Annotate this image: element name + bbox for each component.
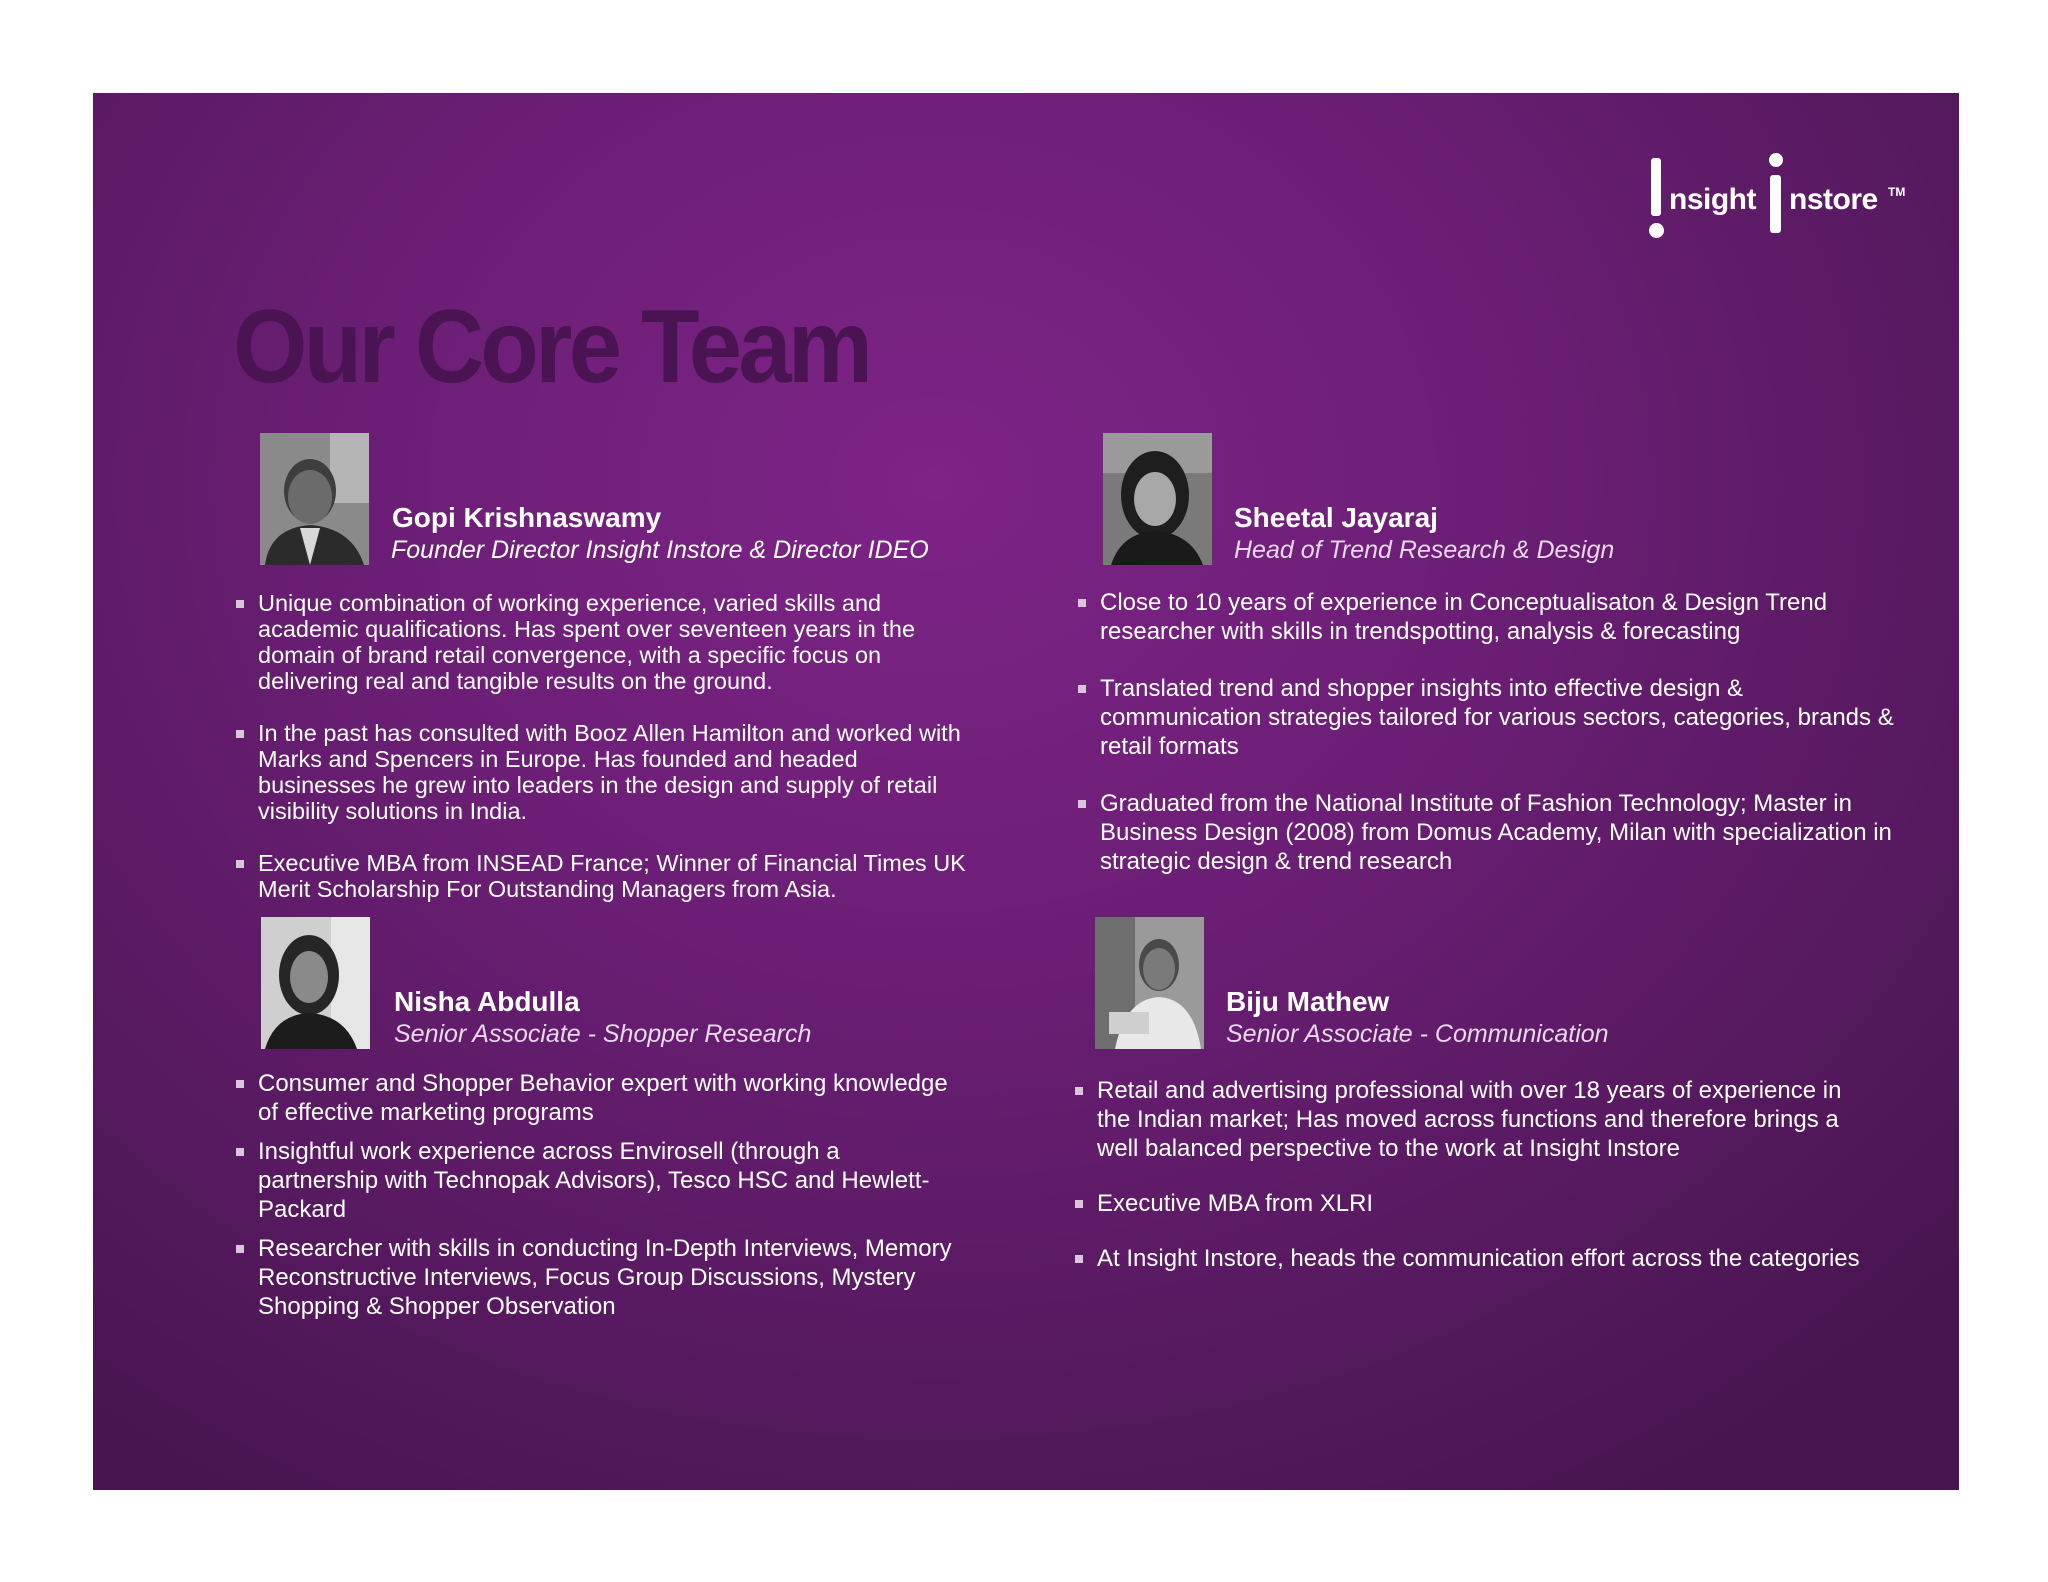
insight-instore-logo [1645, 153, 1905, 253]
avatar-biju-mathew [1095, 917, 1204, 1049]
avatar-sheetal-jayaraj [1103, 433, 1212, 565]
logo-word-insight: nsight [1669, 183, 1756, 216]
member-bullet-list [1075, 1076, 1875, 1273]
member-name: Biju Mathew [1226, 986, 1390, 1017]
member-role: Senior Associate - Shopper Research [394, 1020, 812, 1048]
logo-word-instore: nstore [1789, 183, 1878, 216]
bullet-item: Retail and advertising professional with over 18 years of experience in the Indian market; Has moved across functions and therefore brings a well balanced perspective to the work at Insight Instore [1075, 1076, 1875, 1163]
avatar-nisha-abdulla [261, 917, 370, 1049]
bullet-item: Executive MBA from XLRI [1075, 1189, 1875, 1218]
bullet-item: Researcher with skills in conducting In-Depth Interviews, Memory Reconstructive Interviews, Focus Group Discussions, Mystery Shopping & Shopper Observation [236, 1234, 966, 1321]
bullet-item: Insightful work experience across Envirosell (through a partnership with Technopak Advisors), Tesco HSC and Hewlett-Packard [236, 1137, 966, 1224]
bullet-item: At Insight Instore, heads the communication effort across the categories [1075, 1244, 1875, 1273]
member-role: Founder Director Insight Instore & Director IDEO [391, 536, 929, 564]
member-bullet-list [1078, 588, 1898, 876]
member-bullet-list [236, 590, 976, 902]
member-role: Head of Trend Research & Design [1234, 536, 1615, 564]
member-name: Sheetal Jayaraj [1234, 502, 1438, 533]
bullet-item: Executive MBA from INSEAD France; Winner of Financial Times UK Merit Scholarship For Outstanding Managers from Asia. [236, 850, 976, 902]
bullet-item: Graduated from the National Institute of Fashion Technology; Master in Business Design (2008) from Domus Academy, Milan with specialization in strategic design & trend research [1078, 789, 1898, 876]
bullet-item: Unique combination of working experience, varied skills and academic qualifications. Has spent over seventeen years in the domain of brand retail convergence, with a specific focus on delivering real and tangible results on the ground. [236, 590, 976, 694]
bullet-item: Consumer and Shopper Behavior expert with working knowledge of effective marketing programs [236, 1069, 966, 1127]
member-bullet-list [236, 1069, 966, 1321]
slide [93, 93, 1959, 1490]
avatar-gopi-krishnaswamy [260, 433, 369, 565]
bullet-item: Translated trend and shopper insights into effective design & communication strategies tailored for various sectors, categories, brands & retail formats [1078, 674, 1898, 761]
page-title: Our Core Team [233, 289, 870, 405]
logo-trademark: TM [1888, 185, 1906, 199]
member-name: Nisha Abdulla [394, 986, 580, 1017]
bullet-item: In the past has consulted with Booz Allen Hamilton and worked with Marks and Spencers in Europe. Has founded and headed businesses he grew into leaders in the design and supply of retail visibility solutions in India. [236, 720, 976, 824]
member-name: Gopi Krishnaswamy [392, 502, 662, 533]
bullet-item: Close to 10 years of experience in Conceptualisaton & Design Trend researcher with skills in trendspotting, analysis & forecasting [1078, 588, 1898, 646]
member-role: Senior Associate - Communication [1226, 1020, 1609, 1048]
